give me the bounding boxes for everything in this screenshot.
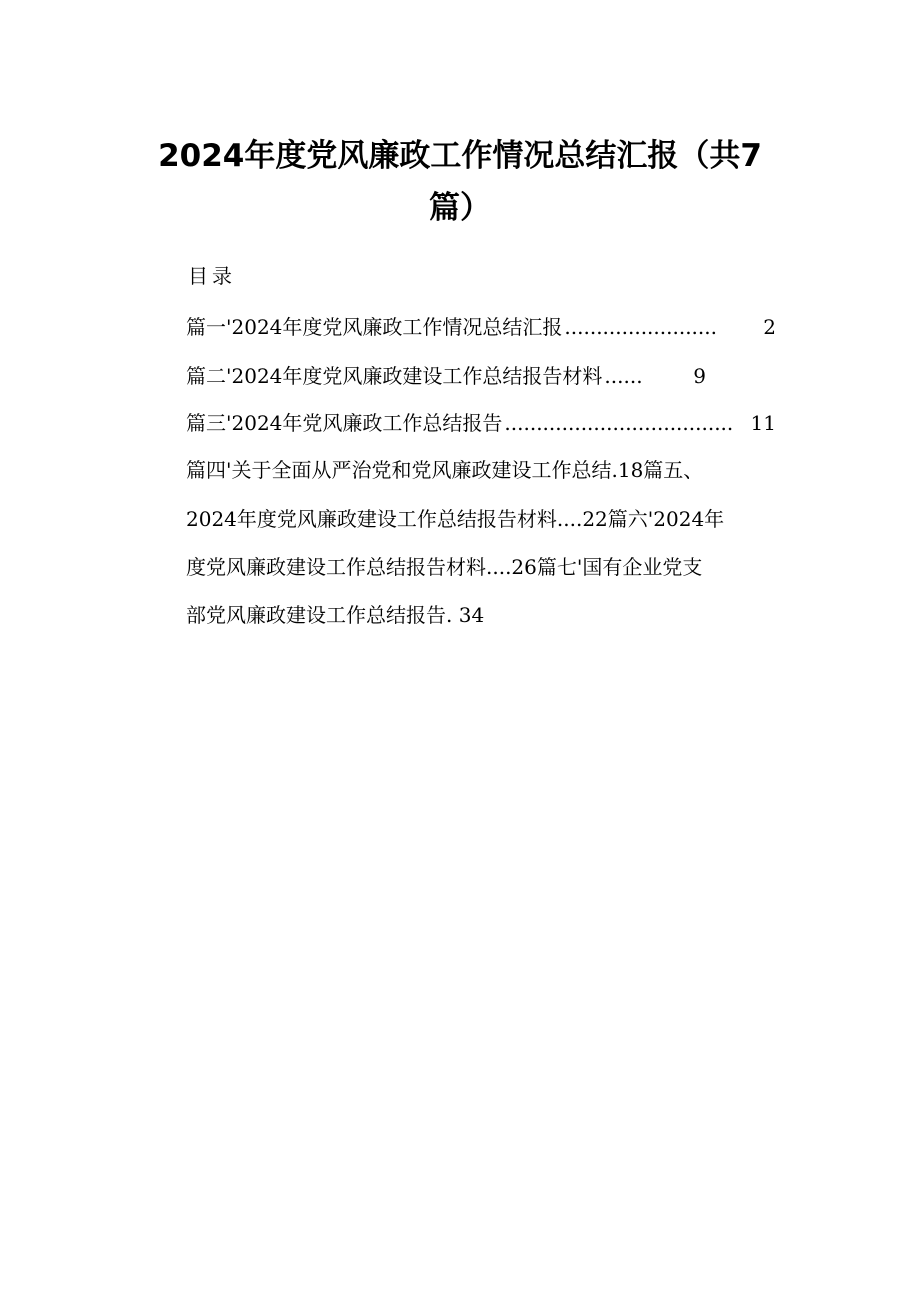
toc-entry-2[interactable]	[186, 362, 706, 390]
toc-entry-label: 篇二'2024年度党风廉政建设工作总结报告材料	[186, 364, 603, 388]
toc-entry-label: 篇一'2024年度党风廉政工作情况总结汇报	[186, 315, 563, 339]
toc-page-number: 9	[693, 364, 706, 388]
title-line-2: 篇）	[429, 190, 491, 226]
toc-flow-line-4[interactable]: 部党风廉政建设工作总结报告. 34	[186, 603, 485, 627]
toc-page-number: 2	[763, 315, 776, 339]
toc-entry-1[interactable]	[186, 313, 776, 341]
title-line-1: 2024年度党风廉政工作情况总结汇报（共7	[158, 138, 762, 174]
toc-flow-line-1[interactable]: 篇四'关于全面从严治党和党风廉政建设工作总结.18篇五、	[186, 458, 704, 482]
toc-entry-label: 篇三'2024年党风廉政工作总结报告	[186, 411, 503, 435]
toc-dot-leader: ......	[604, 364, 643, 388]
document-title	[140, 130, 780, 234]
toc-flow-line-3[interactable]: 度党风廉政建设工作总结报告材料....26篇七'国有企业党支	[186, 555, 703, 579]
toc-entry-3[interactable]	[186, 409, 776, 437]
toc-flow-line-2[interactable]: 2024年度党风廉政建设工作总结报告材料....22篇六'2024年	[186, 507, 725, 531]
toc-dot-leader: ........................	[564, 315, 717, 339]
toc-dot-leader: ....................................	[504, 411, 734, 435]
toc-heading: 目录	[188, 264, 236, 288]
toc-page-number: 11	[750, 411, 776, 435]
